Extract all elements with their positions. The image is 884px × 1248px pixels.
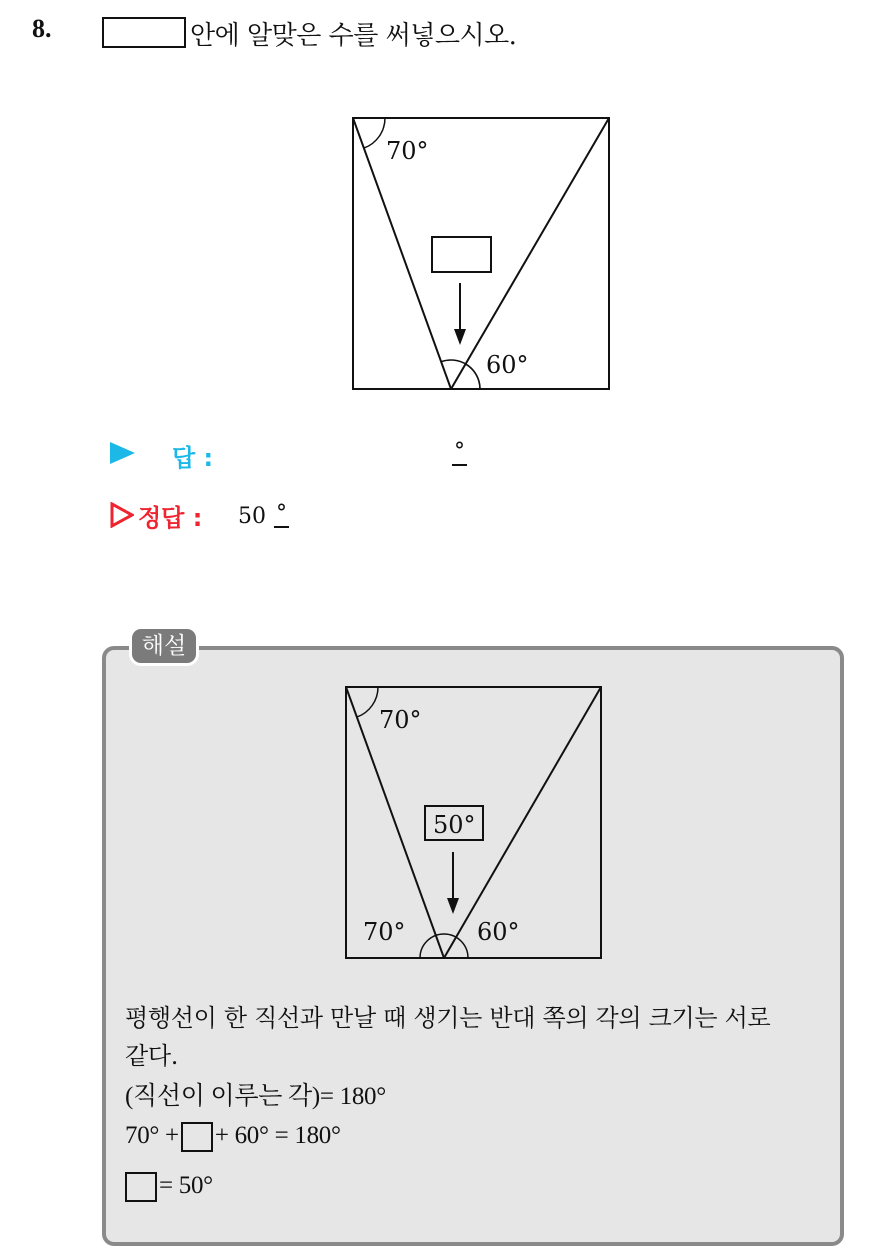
unknown-box: [181, 1122, 213, 1152]
angle-arc-top-left: [364, 118, 385, 148]
angle-label-70-bottom: 70°: [363, 918, 406, 946]
correct-answer-row: [110, 498, 610, 534]
blank-box: [102, 17, 186, 48]
unknown-angle-box: [432, 237, 491, 272]
solution-text-line-1: 평행선이 한 직선과 만날 때 생기는 반대 쪽의 각의 크기는 서로: [125, 1004, 771, 1032]
problem-figure: [350, 115, 614, 395]
correct-answer-unit: °: [276, 501, 287, 526]
unknown-box: [125, 1172, 157, 1202]
right-line: [451, 118, 609, 389]
answer-label: 답 :: [172, 444, 214, 472]
correct-answer-label: 정답 :: [138, 504, 203, 532]
correct-answer-value: 50: [238, 504, 266, 529]
solution-text-line-2: 같다.: [125, 1042, 179, 1070]
question-prompt: 안에 알맞은 수를 써넣으시오.: [190, 21, 517, 51]
solution-equation-1: [125, 1122, 341, 1152]
solution-tab: 해설: [129, 626, 199, 666]
angle-label-60: 60°: [477, 918, 520, 946]
angle-label-70: 70°: [386, 137, 429, 165]
equation-right: + 60° = 180°: [214, 1122, 341, 1149]
angle-label-70-top: 70°: [379, 706, 422, 734]
angle-label-60: 60°: [486, 351, 529, 379]
angle-arc-bottom-semicircle: [420, 934, 468, 958]
arrow-head: [454, 329, 466, 345]
solution-figure: [343, 684, 605, 964]
angle-arc-bottom-right: [466, 364, 480, 389]
question-number: 8.: [32, 14, 52, 43]
equation-left: 70° +: [125, 1122, 179, 1149]
arrow-head: [447, 898, 459, 914]
solution-text-line-3: (직선이 이루는 각)= 180°: [125, 1083, 386, 1110]
equation-result: = 50°: [159, 1172, 213, 1199]
answer-row: [110, 436, 610, 472]
answer-box-value: 50°: [433, 811, 476, 839]
angle-arc-top-left: [357, 687, 378, 717]
play-arrow-icon: [110, 442, 135, 464]
solution-equation-2: [125, 1172, 213, 1202]
outline-arrow-icon: [110, 502, 134, 528]
answer-blank[interactable]: °: [454, 439, 465, 464]
